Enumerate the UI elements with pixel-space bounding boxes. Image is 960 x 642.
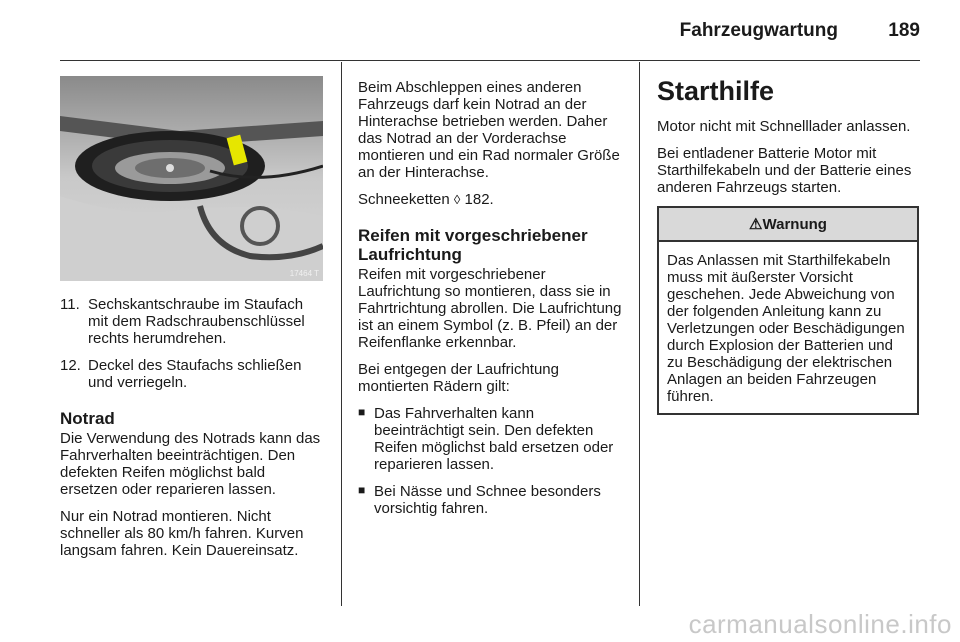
warning-title: Warnung <box>762 216 827 233</box>
bullet-icon: ■ <box>358 405 366 419</box>
column-middle <box>358 79 624 527</box>
list-item <box>358 405 624 473</box>
jumpstart-heading: Starthilfe <box>657 76 775 106</box>
jumpstart-paragraph: Bei entladener Batterie Motor mit Starthilfekabeln und der Batterie eines anderen Fahrzeugs starten. <box>657 145 912 196</box>
column-divider <box>639 62 640 606</box>
page-header <box>60 20 920 50</box>
warning-icon: ⚠ <box>749 216 763 233</box>
direction-paragraph: Bei entgegen der Laufrichtung montierten Rädern gilt: <box>358 361 559 395</box>
bullet-icon: ■ <box>358 483 366 497</box>
bullet-text: Bei Nässe und Schnee besonders vorsichtig fahren. <box>374 483 601 517</box>
snow-chains-xref[interactable] <box>358 191 624 208</box>
warning-box <box>657 206 919 415</box>
spare-wheel-illustration <box>60 76 323 281</box>
xref-arrow-icon: ◊ <box>453 192 461 207</box>
warning-header <box>659 208 917 242</box>
direction-heading: Reifen mit vorgeschriebener Laufrichtung <box>358 226 588 264</box>
notrad-heading: Notrad <box>60 409 115 428</box>
list-item <box>60 296 325 347</box>
xref-page: 182. <box>464 191 494 208</box>
warning-text: Das Anlassen mit Starthilfekabeln muss mit äußerster Vorsicht geschehen. Jede Abweichung von der folgenden Anleitung kann zu Verletzungen oder Beschädigungen durch Explosion der Batterien und zu Beschädigung der elektrischen Anlagen an beiden Fahrzeugen führen. <box>667 252 905 405</box>
direction-paragraph: Reifen mit vorgeschriebener Laufrichtung so montieren, dass sie in Fahrtrichtung abrollen. Die Laufrichtung ist an einem Symbol (z. B. Pfeil) an der Reifenflanke erkennbar. <box>358 266 622 351</box>
column-right <box>657 76 919 415</box>
column-divider <box>341 62 342 606</box>
spare-wheel-photo <box>60 76 323 281</box>
step-number: 12. <box>60 357 81 374</box>
figure-code: 17464 T <box>289 269 319 278</box>
list-item <box>358 483 624 517</box>
bullet-list <box>358 405 624 517</box>
list-item <box>60 357 325 391</box>
step-number: 11. <box>60 296 80 313</box>
jumpstart-paragraph: Motor nicht mit Schnelllader anlassen. <box>657 118 911 135</box>
step-text: Sechskantschraube im Staufach mit dem Radschraubenschlüssel rechts herumdrehen. <box>88 296 305 347</box>
steps-list <box>60 296 325 391</box>
bullet-text: Das Fahrverhalten kann beeinträchtigt sein. Den defekten Reifen möglichst bald ersetzen oder reparieren lassen. <box>374 405 614 473</box>
notrad-paragraph: Die Verwendung des Notrads kann das Fahrverhalten beeinträchtigen. Den defekten Reifen möglichst bald ersetzen oder reparieren lassen. <box>60 430 321 498</box>
towing-paragraph: Beim Abschleppen eines anderen Fahrzeugs darf kein Notrad an der Hinterachse betrieben werden. Daher das Notrad an der Vorderachse montieren und ein Rad normaler Größe an der Hinterachse. <box>358 79 620 181</box>
step-text: Deckel des Staufachs schließen und verriegeln. <box>88 357 302 391</box>
section-title: Fahrzeugwartung <box>679 20 838 41</box>
watermark: carmanualsonline.info <box>688 609 952 639</box>
header-rule <box>60 60 920 61</box>
column-left <box>60 296 325 569</box>
xref-text: Schneeketten <box>358 191 450 208</box>
notrad-paragraph: Nur ein Notrad montieren. Nicht schneller als 80 km/h fahren. Kurven langsam fahren. Kein Dauereinsatz. <box>60 508 304 559</box>
page-number: 189 <box>888 20 920 41</box>
